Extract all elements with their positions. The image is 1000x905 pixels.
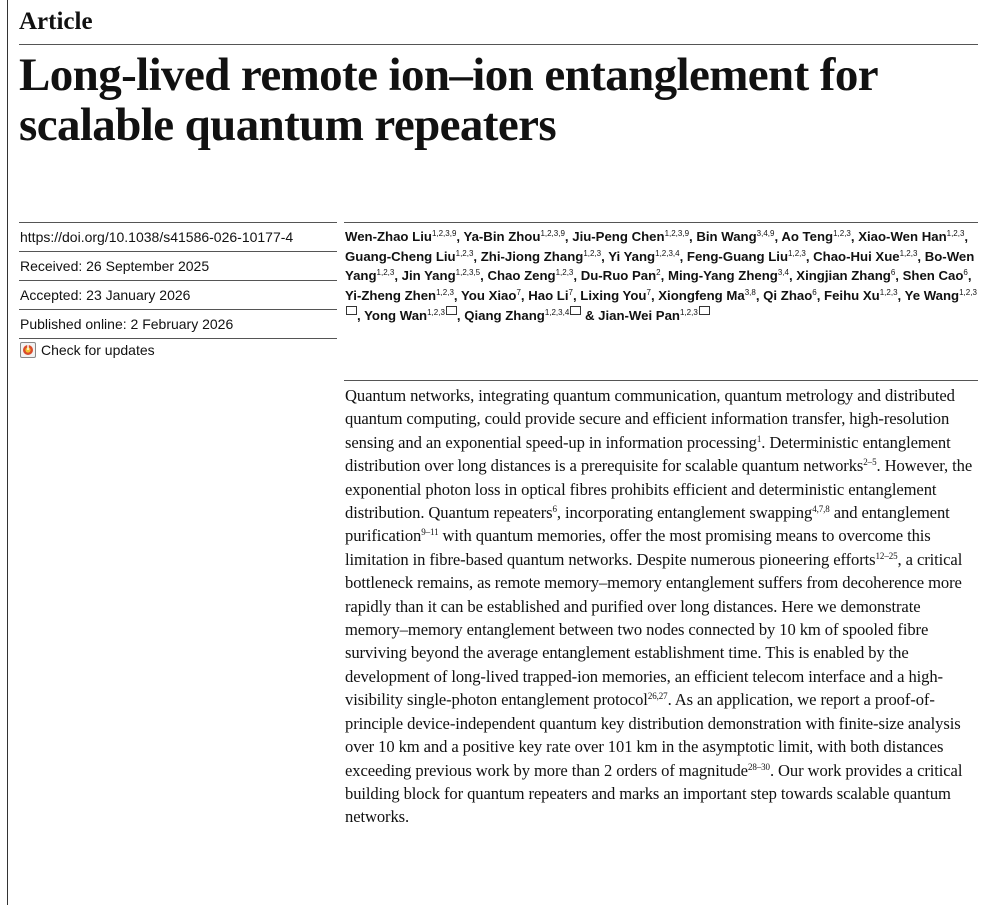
author-affiliation: 1,2,3,4 (544, 307, 570, 317)
abstract-text: . However, the exponential photon loss in optical fibres prohibits efficient and deterministic entanglement distribution. Quantum repeaters (345, 456, 973, 523)
abstract-text: and entanglement purification (345, 503, 950, 546)
author-name: Bo-Wen Yang (345, 248, 975, 284)
author-name: Feihu Xu (824, 288, 880, 304)
author[interactable] (658, 288, 756, 303)
author-affiliation: 1,2,3 (427, 307, 445, 317)
author-name: Jin Yang (401, 268, 456, 284)
citation-reference[interactable]: 26,27 (647, 691, 668, 702)
author-name: Wen-Zhao Liu (345, 229, 432, 244)
received-date: Received: 26 September 2025 (19, 251, 337, 280)
author-affiliation: 1,2,3 (436, 288, 454, 298)
author[interactable] (487, 268, 573, 283)
author[interactable] (345, 229, 456, 244)
author[interactable] (903, 268, 968, 283)
author[interactable] (696, 229, 774, 244)
abstract-text: . As an application, we report a proof-of-principle device-independent quantum key distribution demonstration with finite-size analysis over 10 km and a positive key rate over 101 km in the asymptotic limit, with both distances exceeding previous work by more than 2 orders of magnitude (345, 690, 961, 780)
email-icon[interactable] (699, 306, 710, 315)
abstract-rule (344, 380, 978, 381)
header-rule (19, 44, 978, 45)
author-name: Du-Ruo Pan (580, 268, 657, 284)
author-name: Lixing You (580, 288, 647, 304)
author-name: Zhi-Jiong Zhang (480, 248, 584, 264)
abstract-text: . Our work provides a critical building block for quantum repeaters and marks an important step towards scalable quantum networks. (345, 760, 963, 827)
author[interactable] (345, 288, 454, 303)
author[interactable] (608, 249, 679, 264)
email-icon[interactable] (570, 306, 581, 315)
abstract-text: with quantum memories, offer the most promising means to overcome this limitation in fibre-based quantum networks. Despite numerous pioneering efforts (345, 526, 931, 569)
author-affiliation: 1,2,3,9 (431, 229, 457, 238)
abstract-text: . Deterministic entanglement distribution over long distances is a prerequisite for scalable quantum networks (345, 432, 951, 476)
check-for-updates-label: Check for updates (41, 342, 155, 358)
author-affiliation: 1,2,3 (583, 248, 602, 258)
author[interactable] (858, 229, 964, 244)
author-name: Qiang Zhang (464, 307, 545, 323)
author-name: Jiu-Peng Chen (572, 229, 665, 244)
article-metadata (19, 222, 337, 361)
author-name: Shen Cao (902, 268, 964, 284)
author-affiliation: 1,2,3 (455, 248, 474, 258)
author[interactable] (598, 308, 710, 323)
author-name: Feng-Guang Liu (686, 248, 789, 264)
author-name: Bin Wang (696, 229, 757, 244)
author[interactable] (481, 249, 601, 264)
author-affiliation: 1,2,3 (679, 307, 698, 317)
author-name: Yong Wan (364, 307, 428, 323)
author[interactable] (461, 288, 521, 303)
doi-link[interactable]: https://doi.org/10.1038/s41586-026-10177-4 (19, 222, 337, 251)
citation-reference[interactable]: 6 (552, 504, 557, 515)
abstract-text: , incorporating entanglement swapping (556, 503, 813, 523)
author-name: Ming-Yang Zheng (667, 268, 778, 284)
author-name: Xiongfeng Ma (658, 288, 745, 304)
author-affiliation: 1,2,3 (376, 268, 395, 278)
author-affiliation: 7 (568, 288, 573, 298)
author[interactable] (464, 229, 565, 244)
author-name: You Xiao (460, 288, 517, 304)
author-affiliation: 1,2,3 (946, 229, 965, 238)
abstract-text: , a critical bottleneck remains, as remote memory–memory entanglement suffers from decoherence more rapidly than it can be established and purified over long distances. Here we demonstrate memory–memory entanglement between two nodes connected by 10 km of spooled fibre surviving beyond the average entanglement establishment time. This is enabled by the development of long-lived trapped-ion memories, an efficient telecom interface and a high-visibility single-photon entanglement protocol (345, 549, 963, 710)
abstract (345, 384, 985, 829)
author[interactable] (581, 268, 661, 283)
section-label: Article (19, 8, 93, 35)
author-list: Wen-Zhao Liu$^{1,2,3,9}$, Ya-Bin Zhou$^{1,2,3,9}$, Jiu-Peng Chen$^{1,2,3,9}$, Bin Wang$^{3,4,9}$, Ao Teng$^{1,2,3}$, Xiao-Wen Han$^{1,2,3}$, Guang-Cheng Liu$^{1,2,3}$, Zhi-Jiong Zhang$^{1,2,3}$, Yi Yang$^{1,2,3,4}$, Feng-Guang Liu$^{1,2,3}$, Chao-Hui Xue$^{1,2,3}$, Bo-Wen Yang$^{1,2,3}$, Jin Yang$^{1,2,3,5}$, Chao Zeng$^{1,2,3}$, Du-Ruo Pan$^2$, Ming-Yang Zheng$^{3,4}$, Xingjian Zhang$^6$, Shen Cao$^6$, Yi-Zheng Zhen$^{1,2,3}$, You Xiao$^7$, Hao Li$^7$, Lixing You$^7$, Xiongfeng Ma$^{3,8}$, Qi Zhao$^6$, Feihu Xu$^{1,2,3}$, Ye Wang$^{1,2,3}$, Yong Wan$^{1,2,3}$ , Qiang Zhang$^{1,2,3,4}$ & Jian-Wei Pan$^{1,2,3}$ (345, 229, 977, 323)
article-title: Long-lived remote ion–ion entanglement for scalable quantum repeaters (19, 49, 878, 151)
author-affiliation: 1,2,3 (959, 288, 977, 298)
author[interactable] (668, 268, 789, 283)
author[interactable] (796, 268, 895, 283)
citation-reference[interactable]: 4,7,8 (812, 504, 830, 515)
author-name: Hao Li (528, 288, 569, 304)
author-affiliation: 1,2,3,9 (664, 229, 690, 238)
email-icon[interactable] (346, 306, 357, 315)
author-affiliation: 1,2,3 (788, 248, 806, 258)
author[interactable] (345, 249, 473, 264)
author[interactable] (364, 308, 457, 323)
author[interactable] (781, 229, 851, 244)
author-affiliation: 3,4,9 (756, 229, 775, 238)
author-affiliation: 6 (812, 288, 817, 298)
accepted-date: Accepted: 23 January 2026 (19, 280, 337, 309)
author-name: Chao Zeng (487, 268, 556, 284)
author-affiliation: 1,2,3,5 (455, 268, 481, 278)
citation-reference[interactable]: 28–30 (747, 761, 770, 772)
author-affiliation: 1,2,3 (555, 268, 574, 278)
author-affiliation: 1,2,3 (899, 248, 918, 258)
author-affiliation: 2 (656, 268, 661, 278)
author-affiliation: 1,2,3,9 (540, 229, 565, 238)
author[interactable] (580, 288, 651, 303)
author-name: Yi-Zheng Zhen (345, 288, 437, 304)
author-name: Guang-Cheng Liu (345, 248, 456, 264)
authors-rule (344, 222, 978, 223)
author[interactable] (813, 249, 917, 264)
author[interactable] (572, 229, 689, 244)
citation-reference[interactable]: 9–11 (421, 527, 439, 538)
author[interactable] (528, 288, 573, 303)
author[interactable] (763, 288, 817, 303)
author[interactable] (464, 308, 581, 323)
author-affiliation: 7 (516, 288, 521, 298)
check-for-updates-icon (20, 342, 36, 358)
abstract-text: Quantum networks, integrating quantum communication, quantum metrology and distributed quantum computing, could provide secure and efficient information transfer, high-resolution sensing and an exponential speed-up in information processing (345, 386, 955, 452)
citation-reference[interactable]: 2–5 (863, 457, 877, 468)
published-date: Published online: 2 February 2026 (19, 309, 337, 338)
email-icon[interactable] (446, 306, 457, 315)
author-affiliation: 6 (963, 268, 968, 278)
author-name: Xiao-Wen Han (858, 229, 947, 244)
author[interactable] (687, 249, 806, 264)
author[interactable] (824, 288, 897, 303)
author-name: Ao Teng (781, 229, 834, 244)
citation-reference[interactable]: 1 (756, 433, 762, 444)
author-affiliation: 6 (890, 268, 896, 278)
author-affiliation: 3,8 (744, 288, 756, 298)
author-affiliation: 3,4 (777, 268, 789, 278)
author-affiliation: 1,2,3 (879, 288, 898, 298)
author-name: Jian-Wei Pan (598, 307, 680, 323)
check-for-updates-button[interactable] (19, 338, 337, 361)
author-affiliation: 1,2,3 (833, 229, 851, 238)
left-margin-rule (7, 0, 8, 905)
author-name: Qi Zhao (763, 288, 813, 304)
author-affiliation: 1,2,3,4 (655, 248, 680, 258)
author[interactable] (402, 268, 480, 283)
author-name: Xingjian Zhang (796, 268, 891, 284)
author-name: Ye Wang (904, 288, 960, 304)
citation-reference[interactable]: 12–25 (875, 550, 898, 561)
author-affiliation: 7 (646, 288, 651, 298)
author-name: Ya-Bin Zhou (463, 229, 541, 244)
author-name: Chao-Hui Xue (813, 248, 900, 264)
author-name: Yi Yang (608, 248, 656, 264)
